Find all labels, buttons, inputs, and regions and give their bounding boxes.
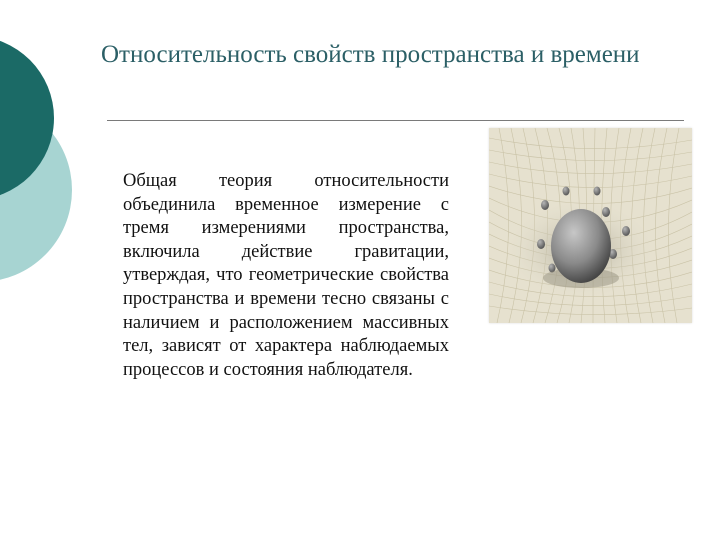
slide-body-text: Общая теория относительности объединила временное измерение с тремя измерениями пространства, включила действие гравитации, утверждая, что геометрические свойства пространства и времени тесно связаны с наличием и расположением массивных тел, зависят от характера наблюдаемых процессов и состояния наблюдателя. xyxy=(123,171,449,380)
decorative-circles xyxy=(0,0,90,300)
title-divider xyxy=(107,120,684,121)
massive-sphere xyxy=(551,209,611,283)
slide-title: Относительность свойств пространства и времени xyxy=(101,41,640,68)
spacetime-curvature-image xyxy=(489,128,692,323)
